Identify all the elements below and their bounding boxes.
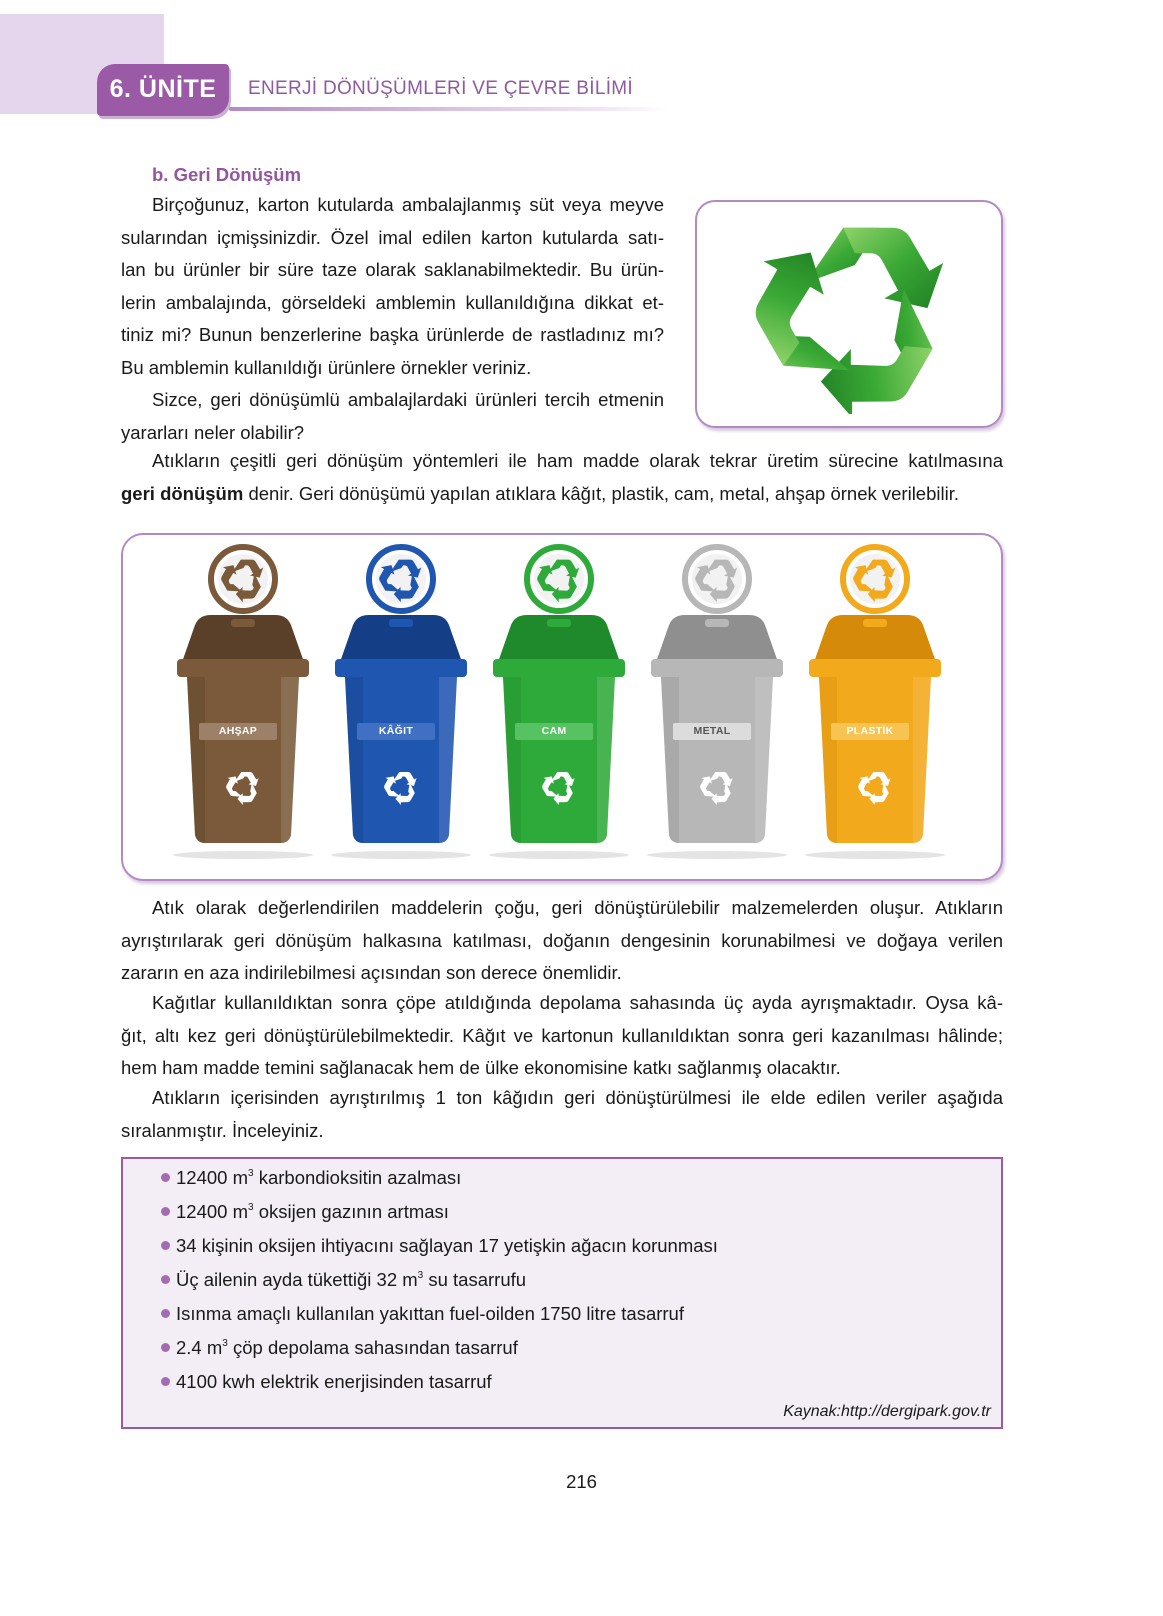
item-text-rest: çöp depolama sahasından tasarruf bbox=[227, 1337, 518, 1358]
key-term: geri dönüşüm bbox=[121, 482, 244, 504]
superscript: 3 bbox=[248, 1202, 254, 1213]
item-text: Isınma amaçlı kullanılan yakıttan fuel-oilden 1750 litre tasarruf bbox=[176, 1303, 684, 1324]
recycling-bin bbox=[323, 535, 479, 865]
recycling-bin bbox=[481, 535, 637, 865]
bullet-icon bbox=[161, 1377, 170, 1386]
bin-label: CAM bbox=[515, 723, 593, 740]
header-divider bbox=[229, 107, 669, 111]
data-list-item bbox=[161, 1235, 718, 1257]
bullet-icon bbox=[161, 1173, 170, 1182]
text-line: Atıkların çeşitli geri dönüşüm yöntemleri ile ham madde olarak tekrar üretim sürecine katılmasına bbox=[152, 450, 1003, 471]
superscript: 3 bbox=[417, 1270, 424, 1281]
bin-graphic bbox=[323, 535, 479, 865]
section-title: b. Geri Dönüşüm bbox=[152, 164, 302, 185]
bin-label: KÂĞIT bbox=[357, 723, 435, 740]
data-list-item bbox=[161, 1167, 461, 1189]
text-line: ayrıştırılarak geri dönüşüm halkasına katılması, doğanın dengesinin korunabilmesi ve doğaya verilen bbox=[121, 929, 1003, 951]
paragraph-paper bbox=[121, 987, 1003, 1085]
bin-graphic bbox=[165, 535, 321, 865]
definition-rest: denir. Geri dönüşümü yapılan atıklara kâğıt, plastik, cam, metal, ahşap örnek verilebilir. bbox=[243, 482, 959, 504]
bullet-icon bbox=[161, 1207, 170, 1216]
intro-paragraph bbox=[121, 189, 664, 449]
data-list-item bbox=[161, 1337, 518, 1359]
paragraph-data-intro bbox=[121, 1082, 1003, 1147]
item-text-rest: oksijen gazının artması bbox=[253, 1201, 449, 1222]
superscript: 3 bbox=[248, 1168, 254, 1179]
page-number: 216 bbox=[566, 1471, 597, 1492]
data-list-item bbox=[161, 1303, 684, 1325]
data-list-item bbox=[161, 1371, 492, 1393]
item-text: 4100 kwh elektrik enerjisinden tasarruf bbox=[176, 1371, 492, 1392]
text-line: lerin ambalajında, görseldeki amblemin kullanıldığına dikkat et- bbox=[121, 291, 664, 313]
text-line: Atık olarak değerlendirilen maddelerin çoğu, geri dönüştürülebilir malzemelerden oluşur. Atıkların bbox=[152, 897, 1003, 918]
text-line: hem ham madde temini sağlanacak hem de ülke ekonomisine katkı sağlanmış olacaktır. bbox=[121, 1057, 841, 1078]
text-line: Atıkların içerisinden ayrıştırılmış 1 ton kâğıdın geri dönüştürülmesi ile elde edilen veriler aşağıda bbox=[152, 1087, 1003, 1108]
item-text: 12400 m bbox=[176, 1167, 248, 1188]
text-line: Birçoğunuz, karton kutularda ambalajlanmış süt veya meyve bbox=[152, 194, 664, 215]
data-list-item bbox=[161, 1201, 449, 1223]
text-line: zararın en aza indirilebilmesi açısından son derece önemlidir. bbox=[121, 962, 622, 983]
recycle-icon bbox=[755, 214, 951, 414]
text-line: sularından içmişsinizdir. Özel imal edilen karton kutularda satı- bbox=[121, 226, 664, 248]
text-line: Sizce, geri dönüşümlü ambalajlardaki ürünleri tercih etmenin bbox=[152, 389, 664, 410]
item-text: 12400 m bbox=[176, 1201, 248, 1222]
bin-label: AHŞAP bbox=[199, 723, 277, 740]
text-line: lan bu ürünler bir süre taze olarak saklanabilmektedir. Bu ürün- bbox=[121, 259, 664, 280]
recycle-logo-card bbox=[695, 200, 1003, 428]
bin-label: PLASTİK bbox=[831, 723, 909, 740]
recycling-bins-card bbox=[121, 533, 1003, 881]
bullet-icon bbox=[161, 1241, 170, 1250]
item-text-rest: su tasarrufu bbox=[423, 1269, 527, 1290]
recycling-bin bbox=[639, 535, 795, 865]
definition-paragraph bbox=[121, 445, 1003, 510]
unit-title: ENERJİ DÖNÜŞÜMLERİ VE ÇEVRE BİLİMİ bbox=[248, 78, 633, 99]
text-line bbox=[121, 478, 1003, 511]
source-citation: Kaynak:http://dergipark.gov.tr bbox=[783, 1403, 991, 1420]
text-line: sıralanmıştır. İnceleyiniz. bbox=[121, 1119, 324, 1141]
item-text: 34 kişinin oksijen ihtiyacını sağlayan 17 yetişkin ağacın korunması bbox=[176, 1235, 718, 1256]
text-line: Bu amblemin kullanıldığı ürünlere örnekler veriniz. bbox=[121, 356, 532, 378]
paragraph-waste bbox=[121, 892, 1003, 990]
unit-label: 6. ÜNİTE bbox=[109, 75, 217, 103]
bullet-icon bbox=[161, 1309, 170, 1318]
unit-badge bbox=[97, 64, 229, 116]
recycling-bin bbox=[165, 535, 321, 865]
bin-graphic bbox=[797, 535, 953, 865]
bullet-icon bbox=[161, 1343, 170, 1352]
text-line: yararları neler olabilir? bbox=[121, 421, 305, 443]
item-text-rest: karbondioksitin azalması bbox=[253, 1167, 462, 1188]
bin-graphic bbox=[481, 535, 637, 865]
text-line: ğıt, altı kez geri dönüştürülebilmektedir. Kâğıt ve kartonun kullanıldıktan sonra geri kazanılması hâlinde; bbox=[121, 1024, 1003, 1046]
data-list-item bbox=[161, 1269, 526, 1291]
bin-graphic bbox=[639, 535, 795, 865]
superscript: 3 bbox=[222, 1338, 228, 1349]
text-line: Kağıtlar kullanıldıktan sonra çöpe atıldığında depolama sahasında üç ayda ayrışmaktadır. Oysa kâ- bbox=[152, 992, 1003, 1013]
bullet-icon bbox=[161, 1275, 170, 1284]
item-text: Üç ailenin ayda tükettiği 32 m bbox=[176, 1269, 418, 1290]
text-line: tiniz mi? Bunun benzerlerine başka ürünlerde de rastladınız mı? bbox=[121, 324, 664, 345]
bin-label: METAL bbox=[673, 723, 751, 740]
item-text: 2.4 m bbox=[176, 1337, 223, 1358]
data-box bbox=[121, 1157, 1003, 1429]
recycling-bin bbox=[797, 535, 953, 865]
